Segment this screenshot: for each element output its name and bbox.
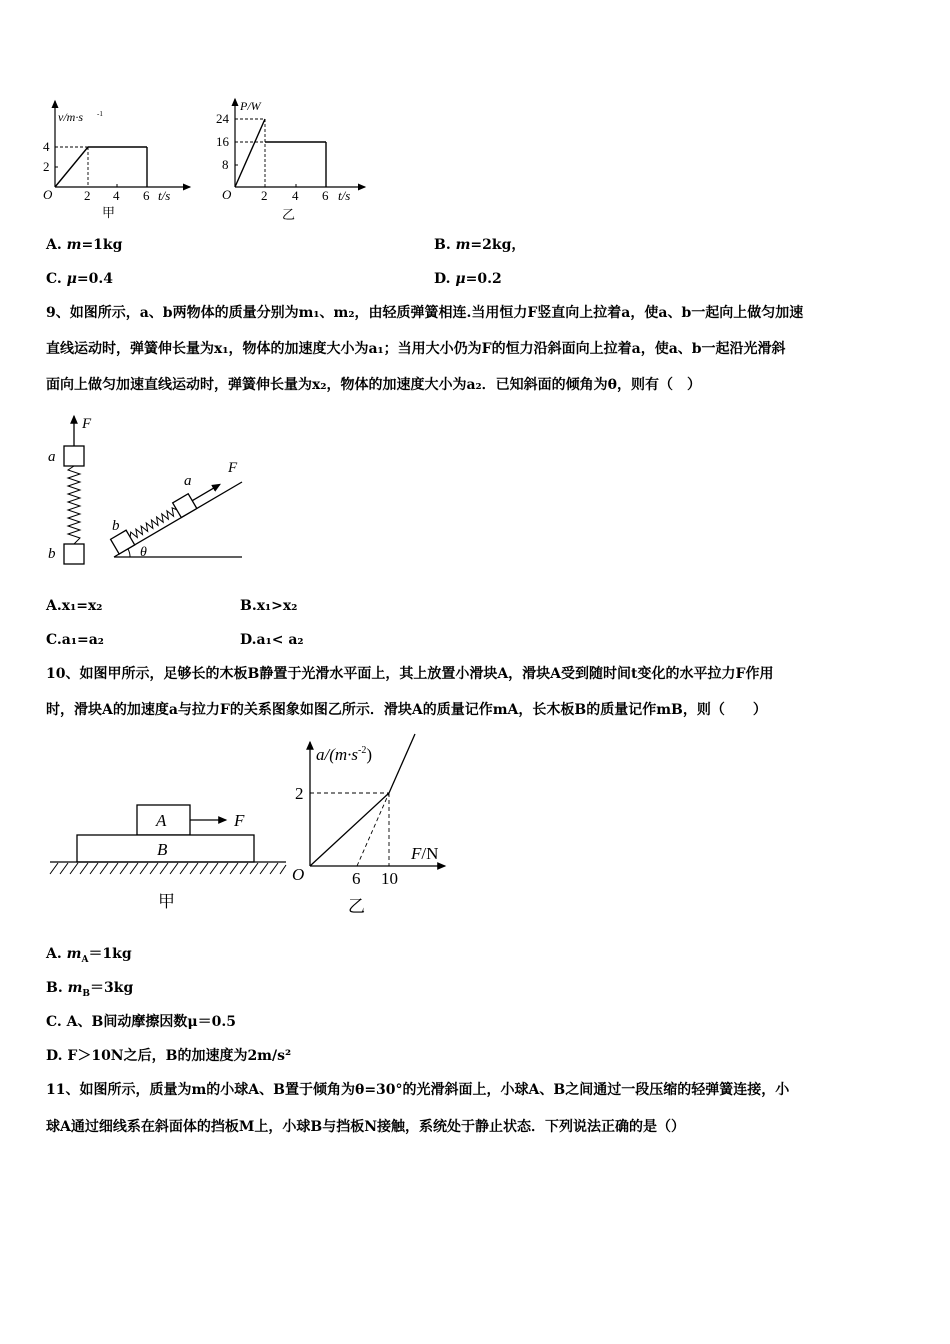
q11-stem-line2: 球A通过细线系在斜面体的挡板M上，小球B与挡板N接触，系统处于静止状态．下列说法正确的是（） [46,1119,685,1135]
q9-fig-force-label-2: F [228,460,238,476]
q10-jia-block-a: A [156,811,167,830]
q10-yi-origin: O [292,865,305,884]
q10-yi-xtick-10: 10 [381,869,398,888]
q9-stem-line2: 直线运动时，弹簧伸长量为x₁，物体的加速度大小为a₁；当用大小仍为F的恒力沿斜面向上拉着a，使a、b一起沿光滑斜 [46,341,786,357]
q9-fig-block-a-label-2: a [184,473,192,489]
q10-jia-caption: 甲 [158,892,175,911]
q8-jia-xtick-4: 4 [113,188,120,203]
q8-option-b: B. m=2kg， [434,237,526,253]
q10-yi-xlabel: F/N [411,844,439,863]
q9-option-d: D.a₁< a₂ [240,632,304,648]
q10-yi-ytick-2: 2 [295,784,304,803]
q8-jia-ylabel: v/m·s [58,110,83,124]
q8-option-c: C. μ=0.4 [46,271,113,287]
q8-yi-ylabel: P/W [240,99,261,113]
q8-option-d: D. μ=0.2 [434,271,502,287]
q9-fig-block-b-label-1: b [48,546,56,562]
q8-jia-ytick-4: 4 [43,139,50,154]
q10-jia-block-b: B [157,840,168,859]
q8-option-a: A. m=1kg [46,237,123,253]
q8-yi-xtick-4: 4 [292,188,299,203]
q8-jia-ylabel-exp: -1 [97,110,103,118]
q10-jia-force: F [234,811,245,830]
q9-option-b: B.x₁>x₂ [240,598,298,614]
q9-option-c: C.a₁=a₂ [46,632,104,648]
q10-option-b: B. $m_B=3kg$ [46,980,134,999]
q8-yi-origin: O [222,187,232,202]
q10-stem-line2: 时，滑块A的加速度a与拉力F的关系图象如图乙所示．滑块A的质量记作mA，长木板B的质量记作mB，则（ ） [46,702,767,718]
q8-yi-ytick-16: 16 [216,134,229,149]
q8-yi-caption: 乙 [282,207,296,222]
q9-fig-block-b-label-2: b [112,518,120,534]
q10-option-c: C. A、B间动摩擦因数μ＝0.5 [46,1014,236,1030]
q8-yi-xtick-2: 2 [261,188,268,203]
q10-option-d: D. F＞10N之后，B的加速度为2m/s² [46,1048,292,1064]
q10-figure-yi [285,730,455,920]
q8-yi-ytick-24: 24 [216,111,229,126]
q10-yi-xtick-6: 6 [352,869,361,888]
q8-yi-ytick-8: 8 [222,157,229,172]
q9-stem-line3: 面向上做匀加速直线运动时，弹簧伸长量为x₂，物体的加速度大小为a₂．已知斜面的倾角为θ，则有（ ） [46,377,702,393]
q9-fig-force-label-1: F [82,416,92,432]
q8-yi-xtick-6: 6 [322,188,329,203]
q8-graph-jia [40,95,200,225]
q9-fig-block-a-label-1: a [48,449,56,465]
q8-graph-yi [210,95,380,225]
q11-stem-line1: 11、如图所示，质量为m的小球A、B置于倾角为θ=30°的光滑斜面上，小球A、B之间通过一段压缩的轻弹簧连接，小 [46,1082,790,1098]
q8-yi-xlabel: t/s [338,188,351,203]
q8-jia-xtick-6: 6 [143,188,150,203]
q8-jia-xtick-2: 2 [84,188,91,203]
q9-fig-theta: θ [140,545,147,560]
q9-stem-line1: 9、如图所示，a、b两物体的质量分别为m₁、m₂，由轻质弹簧相连.当用恒力F竖直向上拉着a，使a、b一起向上做匀加速 [46,305,804,321]
q10-stem-line1: 10、如图甲所示，足够长的木板B静置于光滑水平面上，其上放置小滑块A，滑块A受到随时间t变化的水平拉力F作用 [46,666,774,682]
q8-jia-origin: O [43,187,53,202]
q10-option-a: A. $m_A=1kg$ [46,946,132,965]
q8-jia-caption: 甲 [102,205,116,220]
q10-yi-caption: 乙 [348,897,365,916]
q10-yi-ylabel: $a/(m\cdot s^{-2})$ [316,745,373,764]
q8-jia-ytick-2: 2 [43,159,50,174]
q9-figure [44,410,254,575]
q9-option-a: A.x₁=x₂ [46,598,103,614]
q8-jia-xlabel: t/s [158,188,171,203]
q10-figure-jia [44,795,294,915]
